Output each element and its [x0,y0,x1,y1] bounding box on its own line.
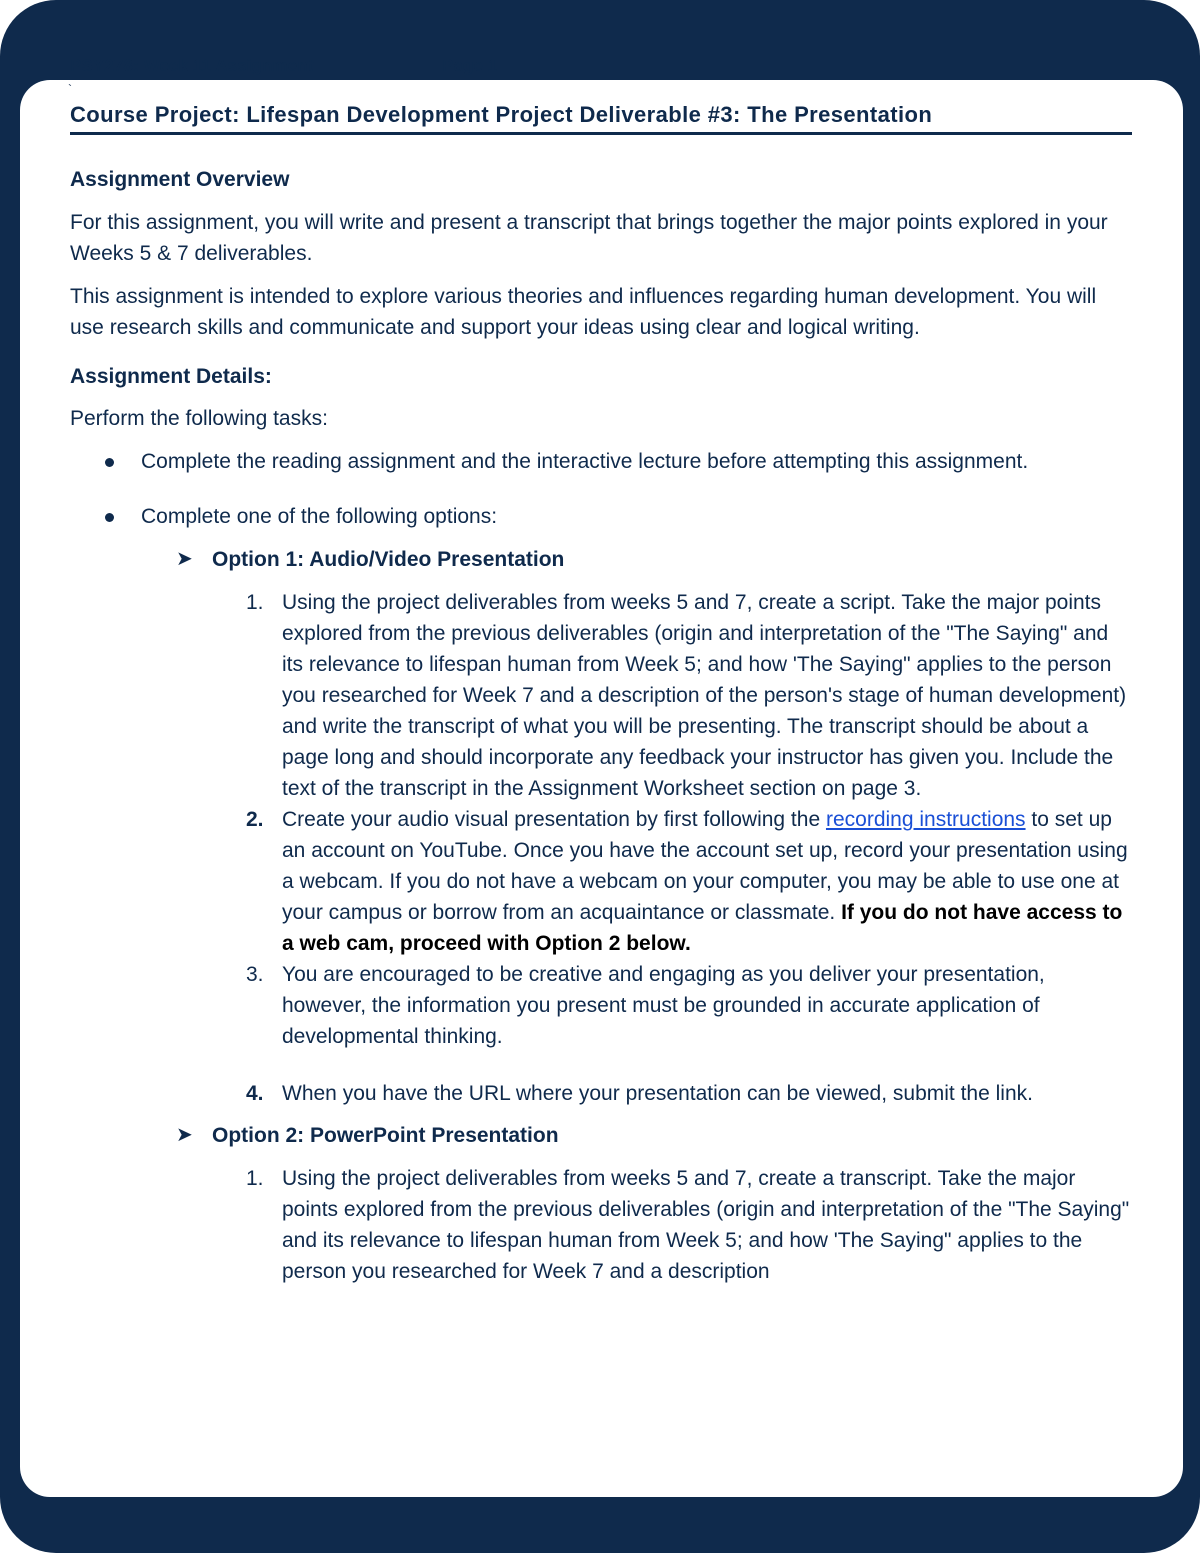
step-number: 2. [246,808,264,831]
stray-mark: ` [68,82,72,96]
option-1-steps [70,587,1132,1109]
arrow-right-icon: ➤ [176,1124,193,1146]
option-2-heading [70,1120,1132,1151]
bullet-text: Complete the reading assignment and the interactive lecture before attempting this assignment. [141,450,1029,473]
page-header [70,56,498,76]
overview-paragraph-1: For this assignment, you will write and present a transcript that brings together the major points explored in your Weeks 5 & 7 deliverables. [70,211,1108,265]
option-1-heading [70,544,1132,575]
step-number: 3. [246,963,264,986]
overview-heading: Assignment Overview [70,168,290,191]
step-number: 4. [246,1082,264,1105]
document-title: Course Project: Lifespan Development Project Deliverable #3: The Presentation [70,102,1132,135]
step-text: When you have the URL where your presentation can be viewed, submit the link. [282,1082,1033,1105]
step-text-before: Create your audio visual presentation by first following the [282,808,826,831]
step-number: 1. [246,1167,264,1190]
overview-paragraph-2: This assignment is intended to explore various theories and influences regarding human development. You will use research skills and communicate and support your ideas using clear and logical writing. [70,285,1097,339]
recording-instructions-link[interactable]: recording instructions [825,808,1026,831]
details-intro: Perform the following tasks: [70,407,328,430]
list-item [70,1078,1132,1109]
list-item [70,959,1132,1052]
document-body [70,102,1132,1287]
page-number: Page 1 [442,56,498,75]
bullet-text: Complete one of the following options: [141,505,498,528]
option-2-steps [70,1163,1132,1287]
option-2-label: Option 2: PowerPoint Presentation [212,1124,559,1147]
bullet-icon [105,458,114,467]
step-number: 1. [246,591,264,614]
bullet-icon [105,513,114,522]
list-item [70,1163,1132,1287]
step-text: Using the project deliverables from weeks 5 and 7, create a script. Take the major points explored from the previous deliverables (origin and interpretation of the "The Saying" and its relevance to lifespan human from Week 5; and how 'The Saying" applies to the person you researched for Week 7 and a description of the person's stage of human development) and write the transcript of what you will be presenting. The transcript should be about a page long and should incorporate any feedback your instructor has given you. Include the text of the transcript in the Assignment Worksheet section on page 3. [282,591,1127,800]
step-text-after: to set up an account on YouTube. Once you have the account set up, record your presentation using a webcam. If you do not have a webcam on your computer, you may be able to use one at your campus or borrow from an acquaintance or classmate. [282,808,1128,924]
step-bold-note: If you do not have access to a web cam, proceed with Option 2 below. [282,901,1123,955]
step-text: You are encouraged to be creative and engaging as you deliver your presentation, however, the information you present must be grounded in accurate application of developmental thinking. [282,963,1045,1048]
task-list [70,446,1132,532]
arrow-right-icon: ➤ [176,548,193,570]
details-heading: Assignment Details: [70,365,272,388]
option-1-label: Option 1: Audio/Video Presentation [212,548,565,571]
list-item [70,804,1132,959]
list-item [70,587,1132,804]
step-text: Using the project deliverables from weeks 5 and 7, create a transcript. Take the major points explored from the previous deliverables (origin and interpretation of the "The Saying" and its relevance to lifespan human from Week 5; and how 'The Saying" applies to the person you researched for Week 7 and a description [282,1167,1130,1283]
course-label: PSY278: Week 11 Assignment [70,56,314,75]
list-item [70,446,1132,477]
list-item [70,501,1132,532]
